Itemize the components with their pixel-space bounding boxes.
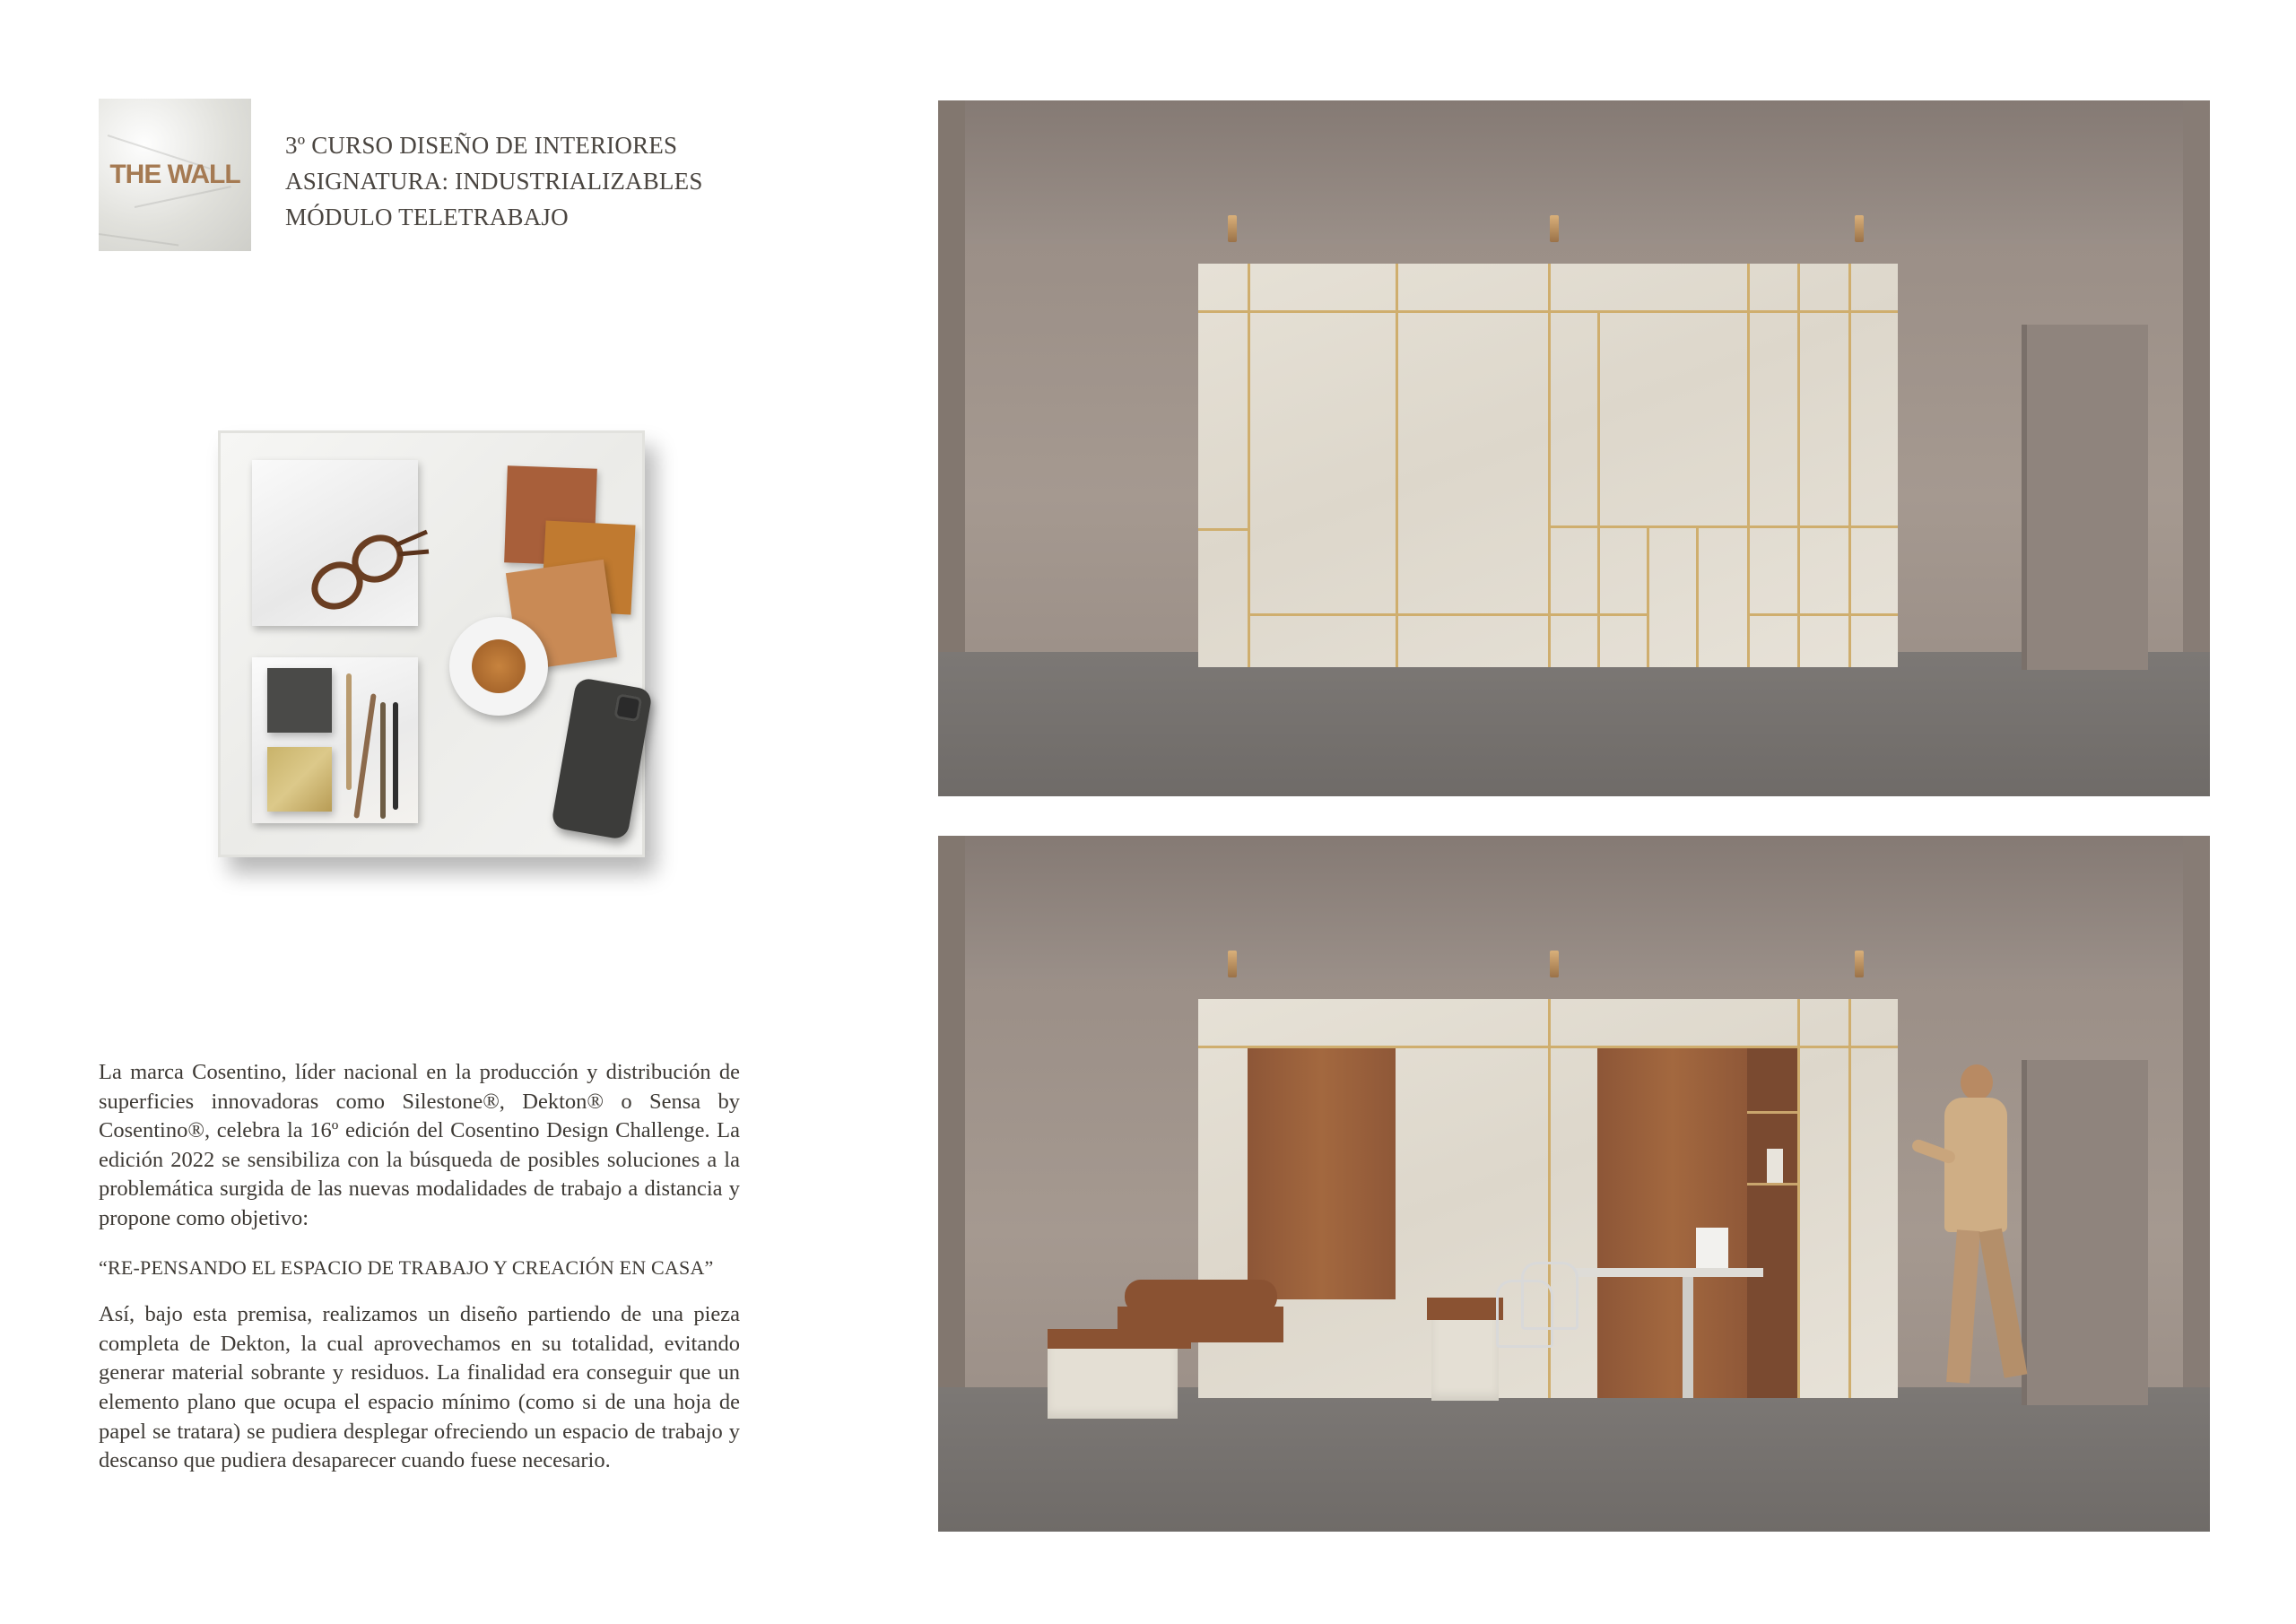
pen-icon (380, 702, 386, 819)
brass-seam (1797, 264, 1800, 667)
doorway (2022, 325, 2148, 670)
shelf (1747, 1111, 1797, 1114)
laptop-icon (1696, 1228, 1728, 1268)
logo-text: THE WALL (109, 160, 240, 189)
desk-leg (1683, 1277, 1693, 1398)
side-bench-cushion (1427, 1298, 1503, 1320)
design-paragraph: Así, bajo esta premisa, realizamos un diseño partiendo de una pieza completa de Dekton, la cual aprovechamos en su totalidad, evitando generar material sobrante y residuos. La finalidad era conseguir que un elemento plano que ocupa el espacio mínimo (como si de una hoja de papel se tratara) se pudiera desplegar ofreciendo un espacio de trabajo y descanso que pudiera desaparecer cuando fuese necesario. (99, 1302, 740, 1473)
bench-cushion (1048, 1329, 1191, 1349)
side-wall (938, 100, 965, 665)
brass-seam (1848, 264, 1851, 667)
course-header (285, 127, 703, 235)
bench-plinth (1048, 1342, 1178, 1419)
fold-out-desk (1575, 1268, 1763, 1277)
phone-icon (551, 677, 653, 840)
brass-seam (1548, 264, 1551, 667)
material-moodboard (218, 430, 645, 857)
brass-seam (1248, 264, 1250, 667)
pen-icon (393, 702, 398, 810)
marble-sample-tile (252, 460, 418, 626)
dekton-panel-wall (1198, 264, 1898, 667)
header-line-course: 3º CURSO DISEÑO DE INTERIORES (285, 132, 678, 159)
brass-seam (1198, 528, 1248, 531)
ceiling (938, 836, 2210, 979)
ceiling-spotlight-icon (1228, 951, 1237, 977)
project-description (99, 1058, 740, 1476)
person-jacket (1944, 1098, 2007, 1232)
dark-stone-swatch (267, 668, 332, 733)
brass-seam (1747, 613, 1898, 616)
challenge-quote: “RE-PENSANDO EL ESPACIO DE TRABAJO Y CREACIÓN EN CASA” (99, 1255, 714, 1279)
ceiling-spotlight-icon (1550, 951, 1559, 977)
brass-seam (1248, 613, 1647, 616)
marble-vein (99, 233, 178, 247)
desk-niche (1597, 1048, 1748, 1398)
ceiling-spotlight-icon (1228, 215, 1237, 242)
floor (938, 652, 2210, 796)
brass-seam (1696, 525, 1699, 667)
person-head (1961, 1064, 1993, 1100)
brass-seam (1647, 525, 1649, 667)
side-wall (938, 836, 965, 1401)
reading-niche (1248, 1048, 1396, 1299)
doorway (2022, 1060, 2148, 1405)
ceiling-spotlight-icon (1855, 215, 1864, 242)
brass-seam (1797, 999, 1800, 1398)
wire-chair-icon (1496, 1280, 1553, 1348)
render-closed-module (938, 100, 2210, 796)
render-deployed-module (938, 836, 2210, 1532)
brass-seam (1396, 264, 1398, 667)
pencil-icon (346, 673, 352, 790)
side-bench-plinth (1431, 1313, 1499, 1401)
coffee-cup-icon (449, 617, 548, 716)
ceiling-spotlight-icon (1550, 215, 1559, 242)
glasses-icon (292, 514, 436, 621)
ceiling-spotlight-icon (1855, 951, 1864, 977)
shelf (1747, 1183, 1797, 1185)
ceiling (938, 100, 2210, 244)
intro-paragraph: La marca Cosentino, líder nacional en la producción y distribución de superficies innovadoras como Silestone®, Dekton® o Sensa by Cosentino®, celebra la 16º edición del Cosentino Design Challenge. La edición 2022 se sensibiliza con la búsqueda de posibles soluciones a la problemática surgida de las nuevas modalidades de trabajo a distancia y propone como objetivo: (99, 1060, 740, 1230)
brass-seam (1747, 264, 1750, 667)
books-icon (1767, 1149, 1783, 1183)
brass-seam (1848, 999, 1851, 1398)
header-line-subject: ASIGNATURA: INDUSTRIALIZABLES (285, 168, 703, 195)
header-line-module: MÓDULO TELETRABAJO (285, 204, 569, 230)
side-wall (2183, 836, 2210, 1401)
side-wall (2183, 100, 2210, 665)
the-wall-logo (99, 99, 251, 251)
brass-seam (1548, 525, 1898, 528)
brass-swatch (267, 747, 332, 812)
shelf-niche (1747, 1048, 1797, 1398)
